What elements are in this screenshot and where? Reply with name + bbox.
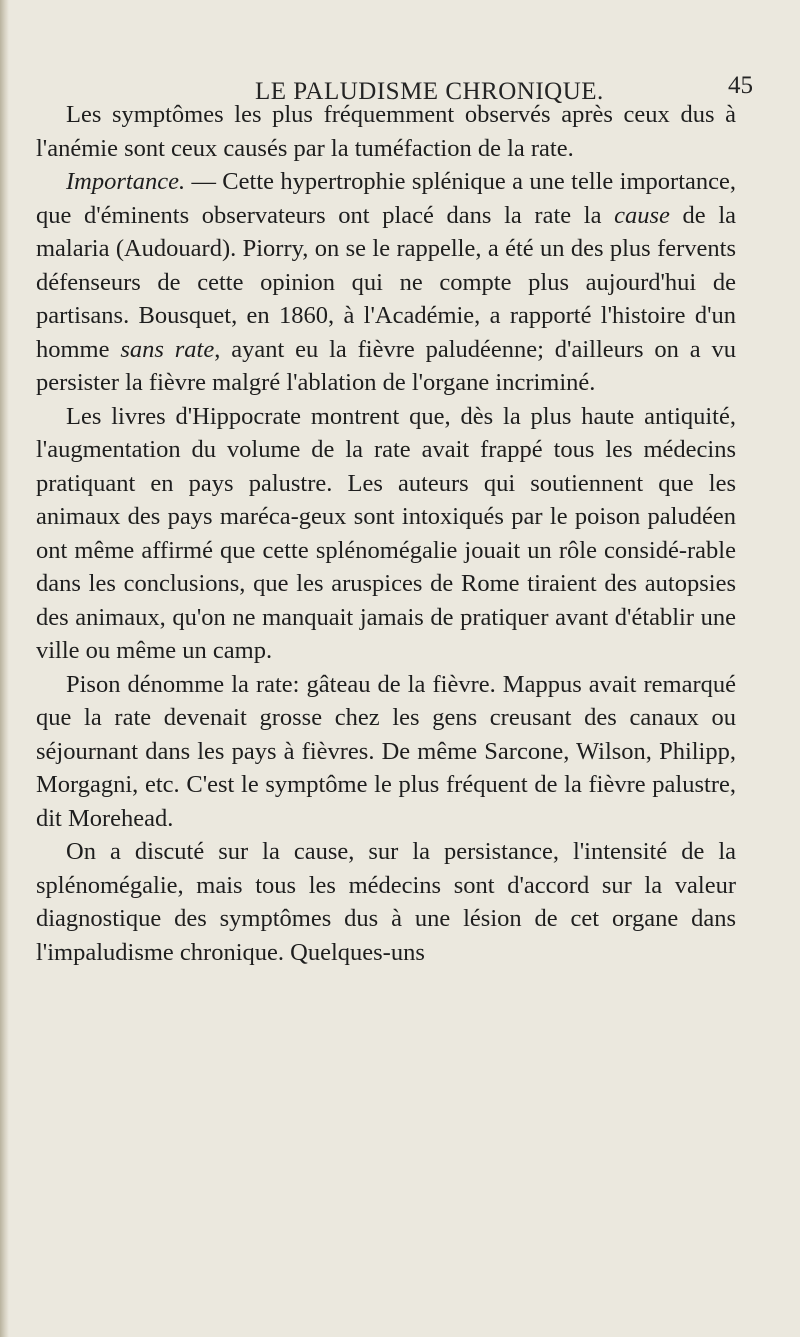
text-segment: de la malaria (Audouard). Piorry, on se le rappelle, a été un des plus fervents défenseurs de cette opinion qui ne compte plus aujourd'hui de partisans. Bousquet, en 1860, à l'Académie, a rapporté l'histoire d'un homme [36,201,737,363]
running-header: LE PALUDISME CHRONIQUE. [255,78,604,105]
paragraph [36,835,736,969]
paragraph [36,98,736,165]
text-segment: , ayant eu la fièvre paludéenne; d'ailleurs on a vu persister la fièvre malgré l'ablation de l'organe incriminé. [36,335,736,396]
binding-edge [0,0,9,1337]
page-number: 45 [728,72,753,99]
paragraph [36,668,736,836]
section-lead-term: Importance. [66,168,186,195]
italic-term: sans rate [120,335,215,363]
text-segment: — Cette hypertrophie splénique a une telle importance, que d'éminents observateurs ont placé dans la rate la [36,168,736,229]
text-segment: Les livres d'Hippocrate montrent que, dès la plus haute antiquité, l'augmentation du volume de la rate avait frappé tous les médecins pratiquant en pays palustre. Les auteurs qui soutiennent que les animaux des pays maréca-geux sont intoxiqués par le poison paludéen ont même affirmé que cette splénomégalie jouait un rôle considé-rable dans les conclusions, que les aruspices de Rome tiraient des autopsies des animaux, qu'on ne manquait jamais de pratiquer avant d'établir une ville ou même un camp. [36,402,736,664]
text-segment: Les symptômes les plus fréquemment observés après ceux dus à l'anémie sont ceux causés par la tuméfaction de la rate. [36,101,736,162]
text-segment: Pison dénomme la rate: gâteau de la fièvre. Mappus avait remarqué que la rate devenait grosse chez les gens creusant des canaux ou séjournant dans les pays à fièvres. De même Sarcone, Wilson, Philipp, Morgagni, etc. C'est le symptôme le plus fréquent de la fièvre palustre, dit Morehead. [36,670,736,832]
paragraph [36,400,736,668]
body-text [36,98,736,969]
paragraph [36,165,736,400]
text-segment: On a discuté sur la cause, sur la persistance, l'intensité de la splénomégalie, mais tous les médecins sont d'accord sur la valeur diagnostique des symptômes dus à une lésion de cet organe dans l'impaludisme chronique. Quelques-uns [36,838,736,966]
italic-term: cause [614,201,670,229]
